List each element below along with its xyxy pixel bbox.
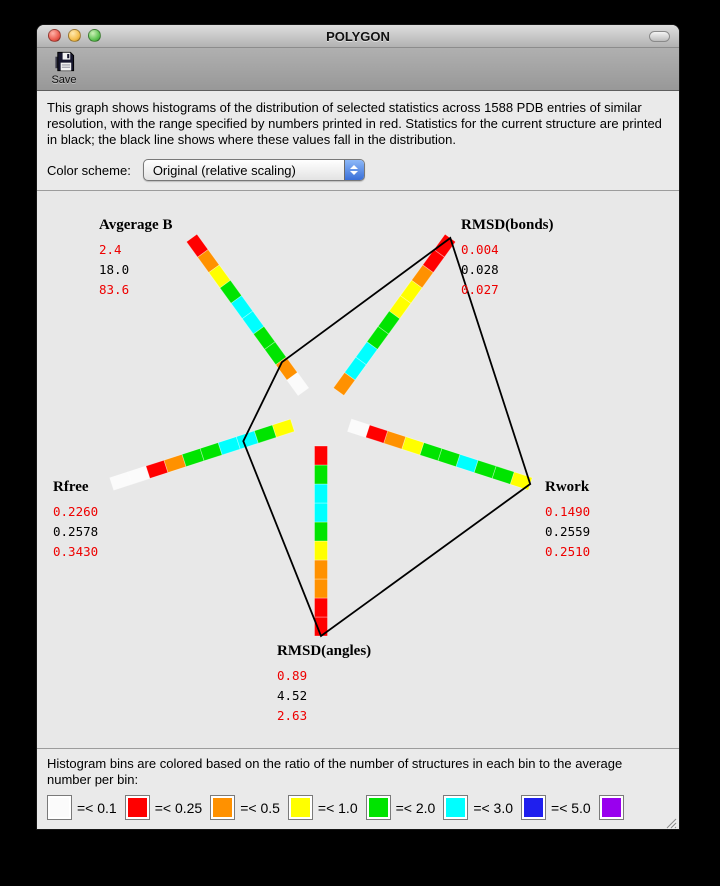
color-scheme-label: Color scheme: bbox=[47, 162, 131, 178]
bin-color-swatch-red[interactable] bbox=[125, 795, 150, 820]
axis-label-rmsd-angles bbox=[277, 643, 371, 726]
save-button[interactable] bbox=[47, 50, 81, 86]
description-text: This graph shows histograms of the distribution of selected statistics across 1588 PDB entries of similar resolution, with the range specified by numbers printed in red. Statistics for the current structure are printed in black; the black line shows where these values fall in the distribution. bbox=[47, 100, 662, 147]
bin-color-swatch-cyan[interactable] bbox=[443, 795, 468, 820]
axis-label-average-b bbox=[99, 217, 172, 300]
axis-min-value: 0.1490 bbox=[545, 504, 591, 519]
axis-max-value: 0.027 bbox=[461, 282, 499, 297]
select-stepper-arrows-icon bbox=[344, 160, 364, 180]
bin-color-swatch-orange[interactable] bbox=[210, 795, 235, 820]
axis-max-value: 0.2510 bbox=[545, 544, 591, 559]
axis-label-rwork bbox=[545, 479, 590, 562]
bin-threshold-label: =< 5.0 bbox=[551, 799, 591, 816]
window-title: POLYGON bbox=[326, 28, 390, 44]
axis-current-value: 0.2578 bbox=[53, 524, 99, 539]
bin-threshold-label: =< 0.1 bbox=[77, 799, 117, 816]
axis-current-value: 4.52 bbox=[277, 688, 308, 703]
axis-min-value: 0.2260 bbox=[53, 504, 99, 519]
axis-current-value: 18.0 bbox=[99, 262, 130, 277]
axis-min-value: 0.004 bbox=[461, 242, 499, 257]
save-floppy-icon bbox=[53, 50, 76, 73]
axis-max-value: 2.63 bbox=[277, 708, 308, 723]
bin-color-swatch-purple[interactable] bbox=[599, 795, 624, 820]
toolbar bbox=[37, 48, 679, 91]
axis-name: RMSD(angles) bbox=[277, 643, 372, 659]
bin-color-swatch-white[interactable] bbox=[47, 795, 72, 820]
legend-panel bbox=[37, 748, 679, 830]
description-panel bbox=[37, 91, 679, 191]
minimize-button[interactable] bbox=[68, 29, 81, 42]
axis-min-value: 0.89 bbox=[277, 668, 308, 683]
bin-threshold-label: =< 1.0 bbox=[317, 799, 358, 816]
save-button-label: Save bbox=[51, 74, 77, 86]
polygon-window bbox=[36, 24, 680, 830]
title-bar[interactable] bbox=[37, 25, 679, 48]
bin-color-swatch-green[interactable] bbox=[366, 795, 391, 820]
plot-area bbox=[37, 191, 680, 748]
axis-max-value: 83.6 bbox=[99, 282, 130, 297]
resize-grip[interactable] bbox=[664, 816, 678, 830]
axis-name: Rwork bbox=[545, 479, 590, 495]
bin-threshold-label: =< 0.25 bbox=[154, 799, 203, 816]
bin-color-swatch-blue[interactable] bbox=[521, 795, 546, 820]
window-controls bbox=[48, 29, 101, 42]
axis-name: Rfree bbox=[53, 479, 89, 495]
close-button[interactable] bbox=[48, 29, 61, 42]
axis-current-value: 0.028 bbox=[461, 262, 499, 277]
color-scheme-select[interactable] bbox=[143, 159, 365, 181]
axis-name: Avgerage B bbox=[99, 217, 173, 233]
axis-current-value: 0.2559 bbox=[545, 524, 591, 539]
axis-min-value: 2.4 bbox=[99, 242, 122, 257]
zoom-button[interactable] bbox=[88, 29, 101, 42]
color-scheme-row bbox=[47, 159, 671, 181]
bin-threshold-label: =< 0.5 bbox=[240, 799, 280, 816]
axis-label-rfree bbox=[53, 479, 98, 562]
bin-threshold-label: =< 2.0 bbox=[395, 799, 436, 816]
color-scheme-selected-value: Original (relative scaling) bbox=[152, 162, 296, 178]
axis-max-value: 0.3430 bbox=[53, 544, 99, 559]
bin-color-swatch-yellow[interactable] bbox=[288, 795, 313, 820]
toolbar-toggle-button[interactable] bbox=[649, 31, 670, 42]
axis-label-rmsd-bonds bbox=[461, 217, 554, 300]
legend-row bbox=[47, 795, 671, 820]
axis-name: RMSD(bonds) bbox=[461, 217, 554, 233]
bin-threshold-label: =< 3.0 bbox=[473, 799, 514, 816]
legend-text: Histogram bins are colored based on the ratio of the number of structures in each bin to the average number per bin: bbox=[47, 756, 623, 787]
